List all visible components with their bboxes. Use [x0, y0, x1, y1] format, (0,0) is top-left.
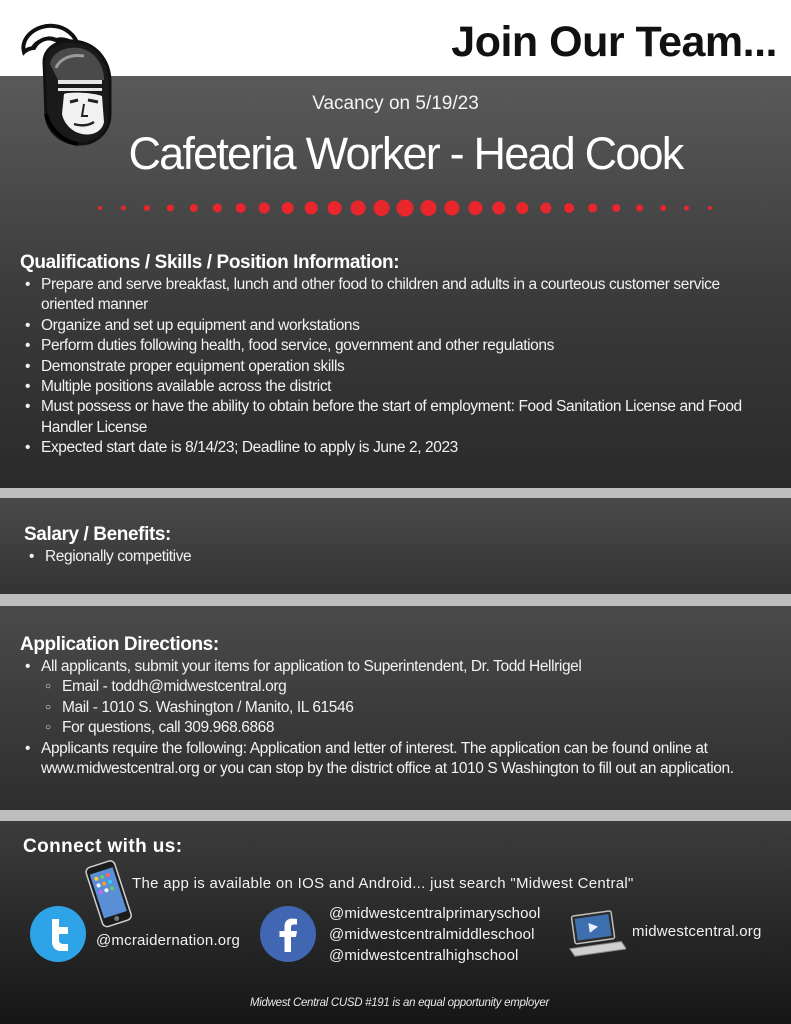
decorative-dot [121, 206, 126, 211]
decorative-dot [328, 201, 342, 215]
facebook-icon[interactable] [260, 906, 316, 962]
headline: Join Our Team... [451, 18, 777, 66]
section-divider [0, 810, 791, 821]
equal-opportunity-footer: Midwest Central CUSD #191 is an equal opportunity employer [249, 997, 549, 1009]
salary-heading: Salary / Benefits: [24, 524, 171, 545]
application-list [20, 657, 772, 779]
decorative-dot [374, 200, 390, 216]
job-title: Cafeteria Worker - Head Cook [128, 128, 683, 179]
decorative-dot [351, 201, 366, 216]
list-item: • Prepare and serve breakfast, lunch and other food to children and adults in a courteous customer service oriented manner [20, 275, 772, 316]
decorative-dot [305, 202, 318, 215]
decorative-dot [492, 202, 505, 215]
decorative-dot [421, 200, 437, 216]
decorative-dot [588, 204, 597, 213]
app-availability-note: The app is available on IOS and Android... just search "Midwest Central" [132, 875, 634, 892]
decorative-dot [167, 205, 174, 212]
decorative-dot [684, 206, 689, 211]
qualifications-list [20, 275, 772, 459]
decorative-dot-divider [92, 196, 718, 220]
list-item: • All applicants, submit your items for application to Superintendent, Dr. Todd Hellrigel [20, 657, 772, 677]
decorative-dot [259, 203, 270, 214]
knight-mascot-icon [18, 18, 118, 146]
decorative-dot [282, 202, 294, 214]
facebook-page-middle[interactable]: @midwestcentralmiddleschool [329, 926, 535, 943]
facebook-page-primary[interactable]: @midwestcentralprimaryschool [329, 905, 541, 922]
decorative-dot [397, 200, 414, 217]
twitter-handle[interactable]: @mcraidernation.org [96, 932, 241, 949]
list-item: • Demonstrate proper equipment operation skills [20, 357, 772, 377]
decorative-dot [708, 206, 712, 210]
list-item: • Organize and set up equipment and workstations [20, 316, 772, 336]
salary-section [0, 498, 791, 594]
section-divider [0, 488, 791, 498]
website-link[interactable]: midwestcentral.org [632, 923, 762, 940]
section-divider [0, 594, 791, 606]
facebook-pages [329, 903, 540, 966]
list-item: • Must possess or have the ability to obtain before the start of employment: Food Sanitation License and Food Handler License [20, 397, 772, 438]
smartphone-icon [80, 859, 136, 931]
mail-contact: ○ Mail - 1010 S. Washington / Manito, IL 61546 [20, 698, 772, 718]
list-item: • Perform duties following health, food service, government and other regulations [20, 336, 772, 356]
decorative-dot [98, 206, 102, 210]
laptop-icon [566, 909, 626, 959]
header-band [0, 0, 791, 76]
list-item: • Expected start date is 8/14/23; Deadline to apply is June 2, 2023 [20, 438, 772, 458]
email-contact: ○ Email - toddh@midwestcentral.org [20, 677, 772, 697]
vacancy-date: Vacancy on 5/19/23 [312, 93, 479, 114]
phone-contact: ○ For questions, call 309.968.6868 [20, 718, 772, 738]
decorative-dot [236, 203, 246, 213]
list-item: • Multiple positions available across the district [20, 377, 772, 397]
application-heading: Application Directions: [20, 634, 219, 655]
decorative-dot [468, 201, 482, 215]
decorative-dot [144, 205, 150, 211]
qualifications-heading: Qualifications / Skills / Position Information: [20, 252, 400, 273]
twitter-icon[interactable] [30, 906, 86, 962]
decorative-dot [564, 203, 574, 213]
decorative-dot [636, 205, 643, 212]
decorative-dot [612, 204, 620, 212]
list-item: • Regionally competitive [24, 547, 764, 567]
decorative-dot [516, 202, 528, 214]
decorative-dot [444, 201, 459, 216]
decorative-dot [540, 203, 551, 214]
facebook-page-high[interactable]: @midwestcentralhighschool [329, 947, 519, 964]
decorative-dot [213, 204, 222, 213]
decorative-dot [190, 204, 198, 212]
salary-list [24, 547, 764, 567]
connect-heading: Connect with us: [23, 836, 183, 857]
list-item: • Applicants require the following: Application and letter of interest. The application can be found online at www.midwestcentral.org or you can stop by the district office at 1010 S Washington to fill out an application. [20, 739, 772, 780]
decorative-dot [660, 205, 666, 211]
